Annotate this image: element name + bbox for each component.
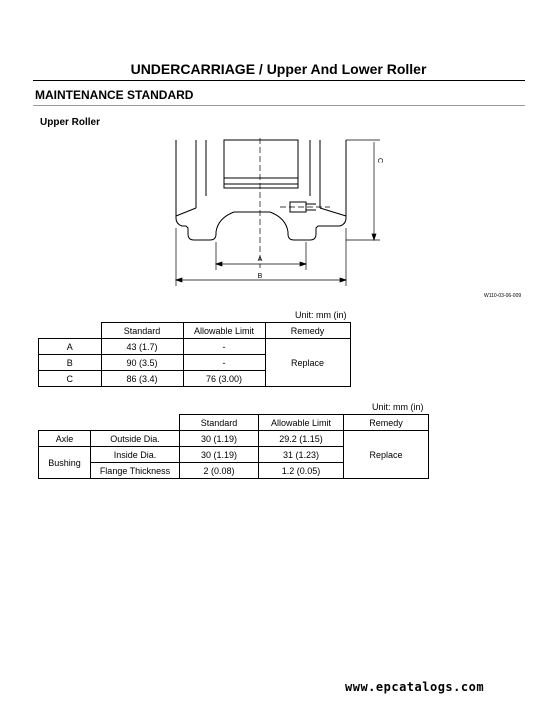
figure-id: W110-03-06-009	[484, 293, 522, 299]
subheading: Upper Roller	[40, 117, 101, 128]
table-cell: 29.2 (1.15)	[259, 431, 344, 447]
column-header: Standard	[180, 415, 259, 431]
table-cell: 90 (3.5)	[101, 355, 183, 371]
column-header: Allowable Limit	[259, 415, 344, 431]
row-label: A	[39, 339, 102, 355]
part-cell: Outside Dia.	[91, 431, 180, 447]
row-label: Bushing	[39, 447, 91, 479]
table-row	[39, 431, 429, 447]
title-rule	[33, 80, 525, 81]
dimension-b-label: B	[257, 273, 263, 280]
section-heading: MAINTENANCE STANDARD	[35, 88, 194, 102]
column-header: Remedy	[344, 415, 429, 431]
table-row	[39, 415, 429, 431]
remedy-cell: Replace	[265, 339, 350, 387]
remedy-cell: Replace	[344, 431, 429, 479]
row-label: Axle	[39, 431, 91, 447]
row-label: B	[39, 355, 102, 371]
table-cell: -	[183, 339, 265, 355]
upper-roller-drawing	[160, 138, 390, 288]
column-header: Standard	[101, 323, 183, 339]
table-cell: 43 (1.7)	[101, 339, 183, 355]
table-cell: 1.2 (0.05)	[259, 463, 344, 479]
table-cell: 86 (3.4)	[101, 371, 183, 387]
part-cell: Flange Thickness	[91, 463, 180, 479]
column-header: Allowable Limit	[183, 323, 265, 339]
page-title: UNDERCARRIAGE / Upper And Lower Roller	[130, 61, 427, 77]
table-row	[39, 339, 351, 355]
part-cell: Inside Dia.	[91, 447, 180, 463]
section-rule	[33, 105, 525, 106]
table-row	[39, 323, 351, 339]
column-header: Remedy	[265, 323, 350, 339]
table-cell: 76 (3.00)	[183, 371, 265, 387]
table-cell: -	[183, 355, 265, 371]
table-cell: 30 (1.19)	[180, 447, 259, 463]
table-cell: 2 (0.08)	[180, 463, 259, 479]
table-cell: 30 (1.19)	[180, 431, 259, 447]
dimension-c-label: C	[376, 158, 383, 164]
row-label: C	[39, 371, 102, 387]
table2-unit: Unit: mm (in)	[372, 402, 424, 412]
axle-bushing-table	[38, 414, 429, 479]
footer-watermark: www.epcatalogs.com	[345, 680, 485, 694]
table-cell: 31 (1.23)	[259, 447, 344, 463]
table1-unit: Unit: mm (in)	[295, 310, 347, 320]
dimension-a-label: A	[257, 256, 263, 263]
upper-roller-table	[38, 322, 351, 387]
